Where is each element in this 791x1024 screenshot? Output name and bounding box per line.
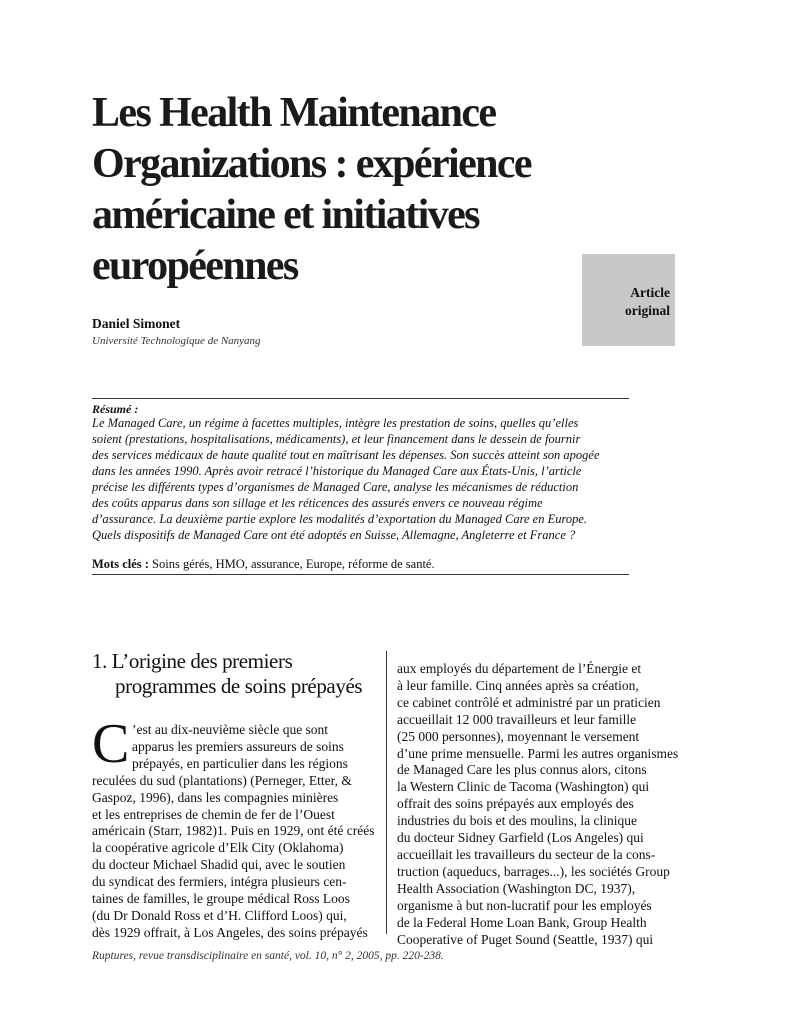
body-line: dès 1929 offrait, à Los Angeles, des soins prépayés — [92, 924, 368, 940]
section-heading-line: 1. L’origine des premiers — [92, 649, 293, 673]
journal-citation-footer: Ruptures, revue transdisciplinaire en santé, vol. 10, n° 2, 2005, pp. 220-238. — [92, 950, 444, 962]
abstract-line: Le Managed Care, un régime à facettes multiples, intègre les prestation de soins, quelles qu’elles — [92, 416, 579, 430]
title-line: Organizations : expérience — [92, 141, 531, 187]
body-line: accueillait les travailleurs du secteur de la cons- — [397, 846, 656, 862]
body-column-left — [92, 722, 375, 942]
body-line: ce cabinet contrôlé et administré par un praticien — [397, 694, 661, 710]
body-line: du docteur Michael Shadid qui, avec le soutien — [92, 857, 346, 873]
title-line: américaine et initiatives — [92, 192, 479, 238]
column-divider — [386, 651, 387, 934]
section-heading — [92, 649, 362, 699]
abstract-line: dans les années 1990. Après avoir retracé l’historique du Managed Care aux États-Unis, l’article — [92, 464, 582, 478]
body-line: aux employés du département de l’Énergie et — [397, 661, 642, 676]
badge-line: original — [624, 303, 670, 318]
body-line: Health Association (Washington DC, 1937), — [397, 880, 636, 896]
body-line: reculées du sud (plantations) (Perneger, Etter, & — [92, 772, 352, 788]
keywords-label: Mots clés : — [92, 557, 149, 571]
body-line: offrait des soins prépayés aux employés des — [397, 796, 634, 812]
badge-line: Article — [630, 285, 670, 300]
keywords — [92, 557, 435, 572]
body-line: ’est au dix-neuvième siècle que sont — [132, 722, 329, 737]
body-line: la Western Clinic de Tacoma (Washington) qui — [397, 779, 650, 795]
drop-cap: C — [92, 713, 130, 775]
body-line: organisme à but non-lucratif pour les employés — [397, 897, 652, 913]
abstract-label: Résumé : — [92, 402, 139, 416]
body-line: prépayés, en particulier dans les régions — [132, 755, 348, 771]
body-line: apparus les premiers assureurs de soins — [132, 738, 344, 754]
article-title — [92, 88, 562, 292]
body-line: la coopérative agricole d’Elk City (Oklahoma) — [92, 840, 344, 856]
body-line: américain (Starr, 1982)1. Puis en 1929, ont été créés — [92, 823, 375, 839]
abstract-line: des services médicaux de haute qualité tout en maîtrisant les dépenses. Son succès atteint son apogée — [92, 448, 600, 462]
body-line: Gaspoz, 1996), dans les compagnies minières — [92, 789, 339, 805]
body-line: de Managed Care les plus connus alors, citons — [397, 762, 647, 778]
abstract-line: d’assurance. La deuxième partie explore les modalités d’exportation du Managed Care en Europe. — [92, 512, 588, 526]
abstract-line: des coûts apparus dans son sillage et les réticences des assurés envers ce nouveau régime — [92, 496, 543, 510]
body-line: à leur famille. Cinq années après sa création, — [397, 677, 639, 693]
body-line: (25 000 personnes), moyennant le versement — [397, 728, 640, 744]
keywords-text: Soins gérés, HMO, assurance, Europe, réforme de santé. — [152, 557, 435, 571]
body-line: taines de familles, le groupe médical Ross Loos — [92, 891, 350, 907]
title-line: européennes — [92, 243, 298, 289]
body-line: d’une prime mensuelle. Parmi les autres organismes — [397, 745, 679, 761]
body-line: accueillait 12 000 travailleurs et leur famille — [397, 711, 637, 727]
body-line: et les entreprises de chemin de fer de l’Ouest — [92, 806, 335, 822]
body-line: du docteur Sidney Garfield (Los Angeles) qui — [397, 830, 644, 846]
abstract-line: soient (prestations, hospitalisations, médicaments), et leur financement dans le dessein de fournir — [92, 432, 581, 446]
title-line: Les Health Maintenance — [92, 90, 496, 136]
body-line: truction (aqueducs, barrages...), les sociétés Group — [397, 863, 670, 879]
abstract-bottom-rule — [92, 574, 629, 575]
body-line: Cooperative of Puget Sound (Seattle, 1937) qui — [397, 931, 654, 947]
body-column-right — [397, 661, 679, 948]
abstract-line: précise les différents types d’organismes de Managed Care, analyse les mécanismes de réduction — [92, 480, 579, 494]
body-line: industries du bois et des moulins, la clinique — [397, 813, 637, 829]
author-affiliation: Université Technologique de Nanyang — [92, 335, 261, 347]
body-line: du syndicat des fermiers, intégra plusieurs cen- — [92, 874, 347, 890]
body-line: de la Federal Home Loan Bank, Group Health — [397, 914, 647, 930]
abstract-top-rule — [92, 398, 629, 399]
article-type-badge — [582, 254, 675, 346]
author-name: Daniel Simonet — [92, 316, 181, 331]
abstract-text — [92, 415, 632, 543]
section-heading-line: programmes de soins prépayés — [115, 674, 363, 698]
abstract-line: Quels dispositifs de Managed Care ont été adoptés en Suisse, Allemagne, Angleterre et France ? — [92, 528, 576, 542]
body-line: (du Dr Donald Ross et d’H. Clifford Loos) qui, — [92, 907, 347, 923]
